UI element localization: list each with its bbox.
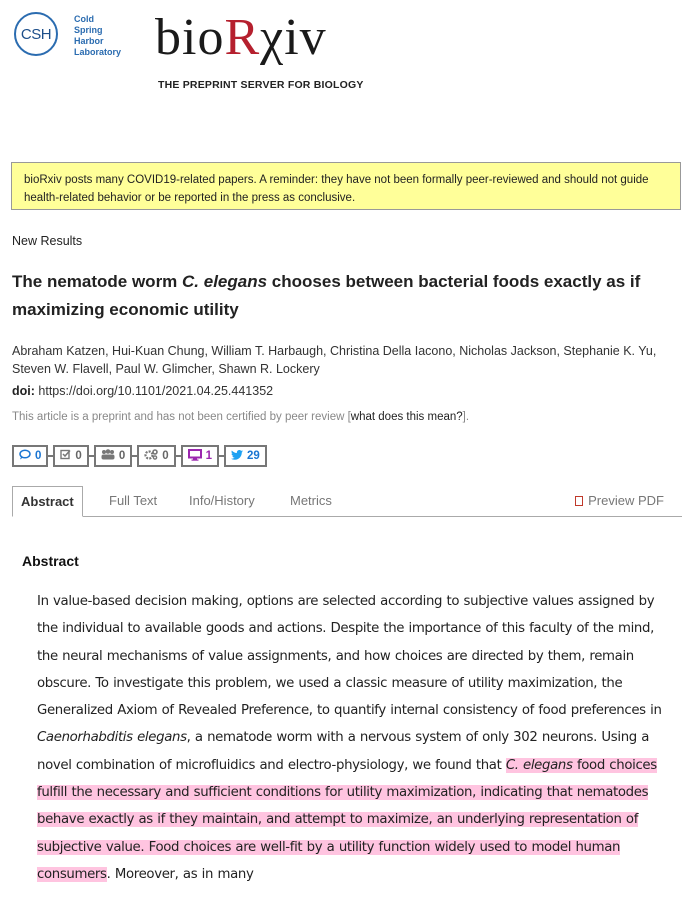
title-text: chooses between bacterial foods exactly as if maximizing economic utility [12, 272, 641, 319]
doi-label: doi: [12, 384, 35, 398]
highlighted-species: C. elegans [505, 757, 573, 773]
abstract-text-segment: . Moreover, as in many [106, 866, 254, 882]
check-square-icon [60, 449, 71, 463]
what-does-this-mean-link[interactable]: what does this mean? [350, 411, 463, 423]
csh-logo-text: CSH [20, 25, 52, 43]
biorxiv-logo[interactable] [155, 10, 327, 66]
preprint-note-end: ]. [462, 411, 470, 423]
badge-count: 29 [247, 450, 260, 462]
tab-metrics[interactable]: Metrics [290, 493, 332, 508]
pdf-file-icon [575, 496, 583, 506]
abstract-text-segment: In value-based decision making, options are selected according to subjective values assigned by the individual to available goods and actions. Despite the importance of this faculty of the mind, the neural mechanisms of value assignments, and how choices are directed by them, remain obscure. To investigate this problem, we used a classic measure of utility maximization, the Generalized Axiom of Revealed Preference, to quantify internal consistency of food preferences in [37, 594, 662, 719]
monitor-icon [188, 449, 202, 464]
abstract-heading: Abstract [22, 553, 79, 569]
highlighted-segment: food choices fulfill the necessary and sufficient conditions for utility maximization, indicating that nematodes behave exactly as if they maintain, and attempt to maximize, an underlying representation of subjective value. Food choices are well-fit by a utility function widely used to model human consumers [37, 757, 657, 882]
csh-name-line: Laboratory [74, 47, 122, 57]
twitter-badge[interactable] [224, 445, 267, 467]
tagline: THE PREPRINT SERVER FOR BIOLOGY [158, 79, 364, 91]
tab-full-text[interactable]: Full Text [109, 493, 158, 508]
comments-badge[interactable] [12, 445, 48, 467]
csh-logo[interactable] [14, 12, 134, 66]
abstract-text-segment: , a nematode worm with a nervous system of only 302 neurons. Using a novel combination of microfluidics and electro-physiology, we found that [37, 730, 650, 773]
media-badge[interactable] [181, 445, 219, 467]
author-list: Abraham Katzen, Hui-Kuan Chung, William T. Harbaugh, Christina Della Iacono, Nicholas Jackson, Stephanie K. Yu, Steven W. Flavell, Paul W. Glimcher, Shawn R. Lockery [12, 344, 657, 376]
preprint-note-text: This article is a preprint and has not been certified by peer review [ [12, 411, 351, 423]
section-label: New Results [12, 234, 83, 248]
title-species: C. elegans [182, 272, 268, 291]
highlighted-text [37, 758, 657, 882]
title-text: The nematode worm [12, 272, 183, 291]
community-badge[interactable] [94, 445, 132, 467]
tab-abstract[interactable]: Abstract [12, 486, 83, 517]
twitter-icon [231, 450, 243, 463]
preprint-note [12, 411, 469, 423]
abstract-species: Caenorhabditis elegans [37, 730, 187, 746]
preview-pdf-label: Preview PDF [588, 493, 664, 508]
logo-part: χiv [260, 9, 327, 66]
preview-pdf-button[interactable] [575, 486, 664, 516]
users-icon [101, 449, 115, 463]
csh-dna-ring-icon [14, 12, 58, 56]
automated-badge[interactable] [137, 445, 175, 467]
covid-notice-banner: bioRxiv posts many COVID19-related papers. A reminder: they have not been formally peer-reviewed and should not guide health-related behavior or be reported in the press as conclusive. [11, 162, 681, 210]
doi-line [12, 384, 273, 398]
badge-count: 0 [75, 450, 82, 462]
article-title [12, 268, 672, 324]
badge-count: 1 [205, 450, 213, 462]
reviews-badge[interactable] [53, 445, 88, 467]
csh-name [74, 14, 121, 58]
cogs-icon [144, 449, 158, 463]
badge-count: 0 [35, 450, 42, 462]
csh-name-line: Harbor [74, 36, 104, 46]
doi-link[interactable]: https://doi.org/10.1101/2021.04.25.441352 [38, 384, 274, 398]
tab-info-history[interactable]: Info/History [189, 493, 255, 508]
article-tabs [12, 486, 682, 517]
badge-count: 0 [118, 450, 126, 462]
csh-name-line: Spring [74, 25, 103, 35]
logo-part: bio [155, 9, 225, 66]
comment-icon [19, 449, 31, 463]
badge-count: 0 [162, 450, 169, 462]
csh-name-line: Cold [74, 14, 94, 24]
metrics-badges [12, 445, 272, 467]
abstract-text [37, 588, 662, 888]
logo-part-red: R [224, 9, 261, 66]
